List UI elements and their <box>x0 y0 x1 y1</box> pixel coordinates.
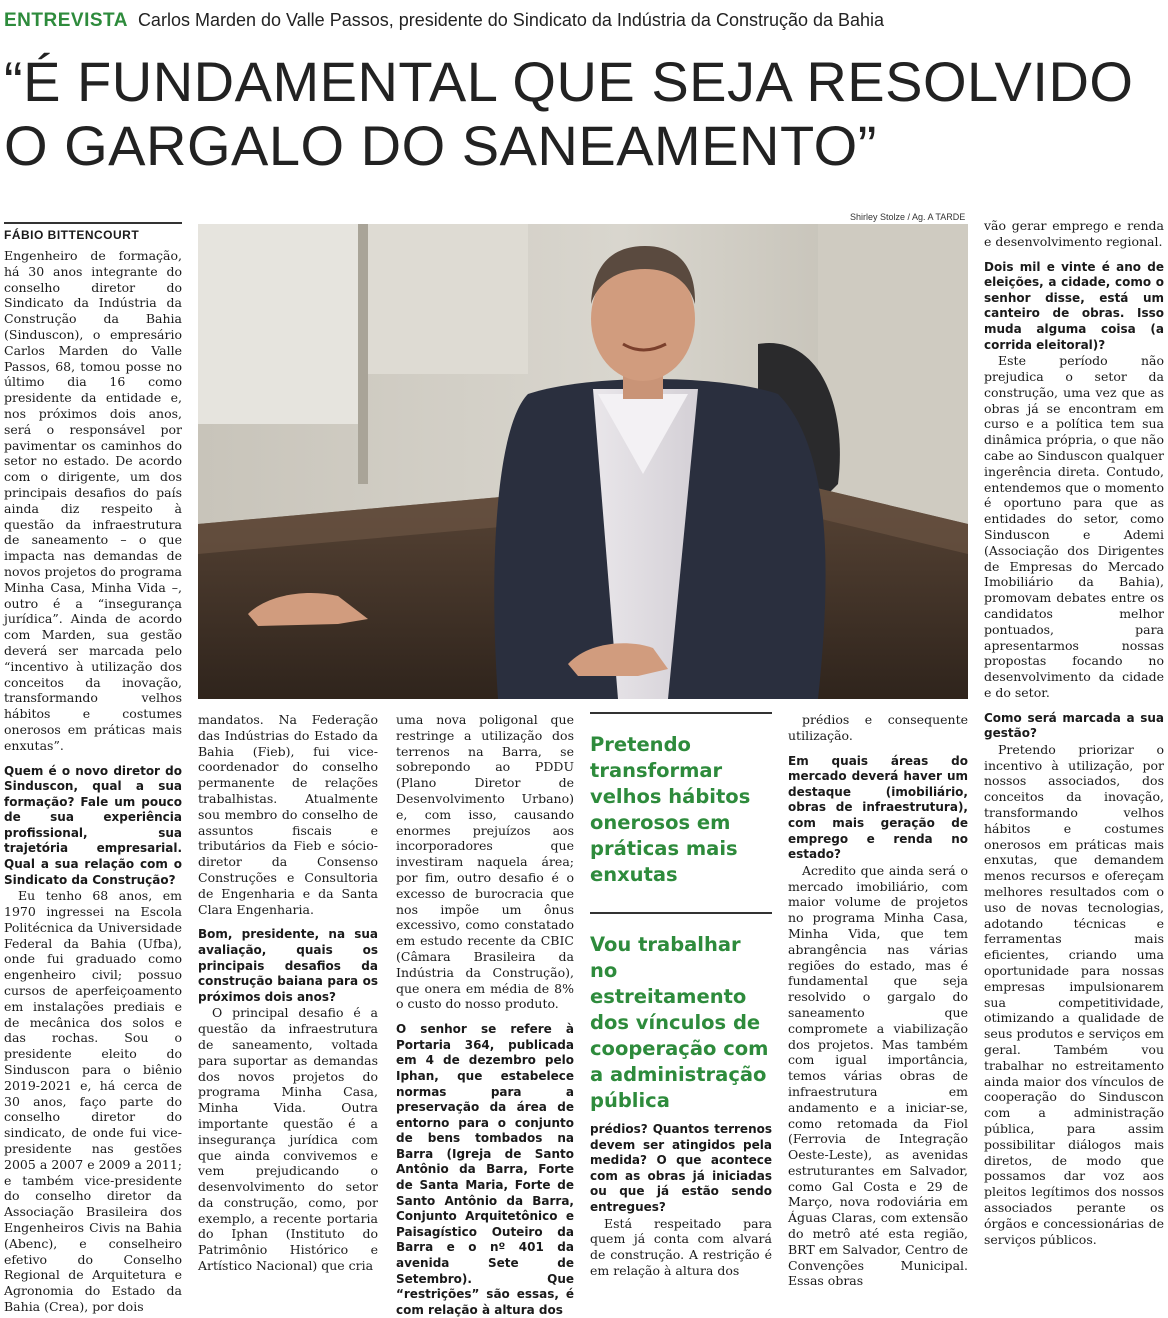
pull-quote-rule <box>590 712 772 714</box>
pull-quote-2: Vou trabalhar no estreitamento dos vínculos de cooperação com a administração pública <box>590 933 769 1112</box>
answer-3-continued: prédios e consequente utilização. <box>788 712 968 743</box>
question-1: Quem é o novo diretor do Sinduscon, qual a sua formação? Fale um pouco de sua experiência profissional, sua trajetória empresarial. Qual a sua relação com o Sindicato da Construção? <box>4 763 182 887</box>
answer-5: Este período não prejudica o setor da construção, uma vez que as obras já se encontram em curso e a política tem sua dinâmica própria, o que não cabe ao Sinduscon qualquer ingerência direta. Contudo, entendemos que o momento é oportuno para que as entidades do setor, como Sinduscon e Ademi (Associação dos Dirigentes de Empresas do Mercado Imobiliário da Bahia), promovam debates entre os candidatos melhor pontuados, para apresentarmos nossas propostas focando no desenvolvimento da cidade e do setor. <box>984 353 1164 700</box>
question-2: Bom, presidente, na sua avaliação, quais os principais desafios da construção baiana para os próximos dois anos? <box>198 927 378 1004</box>
interviewee-photo <box>198 224 968 699</box>
answer-2-continued: uma nova poligonal que restringe a utilização dos terrenos na Barra, se sobrepondo ao PDDU (Plano Diretor de Desenvolvimento Urbano) e, com isso, causando enormes prejuízos aos incorporadores que investiram naquela área; por fim, outro desafio é o excesso de burocracia que nos impõe um ônus excessivo, como constatado em estudo recente da CBIC (Câmara Brasileira da Indústria da Construção), que onera em média de 8% o custo do nosso produto. <box>396 712 574 1012</box>
column-3 <box>396 712 574 1318</box>
answer-6: Pretendo priorizar o incentivo à utilização, por nossos associados, dos conceitos da inovação, transformando velhos hábitos e costumes onerosos em práticas mais enxutas, que demandem menos recursos e ofereçam melhores resultados com o uso de novas tecnologias, adotando técnicas e ferramentas mais eficientes, criando uma oportunidade para nossas empresas impulsionarem sua competitividade, otimizando a qualidade de seus produtos e serviços em geral. Também vou trabalhar no estreitamento ainda maior dos vínculos de cooperação do Sinduscon com a administração pública, para assim possibilitar diálogos mais diretos, de modo que possamos dar voz aos pleitos legítimos dos nossos associados perante os órgãos e concessionárias de serviços públicos. <box>984 741 1164 1247</box>
answer-3: Está respeitado para quem já conta com alvará de construção. A restrição é em relação à altura dos <box>590 1215 772 1278</box>
question-4: Em quais áreas do mercado deverá haver um destaque (imobiliário, obras de infraestrutura), com mais geração de emprego e renda no estado? <box>788 753 968 862</box>
pull-quote-1: Pretendo transformar velhos hábitos onerosos em práticas mais enxutas <box>590 733 751 886</box>
intro-paragraph: Engenheiro de formação, há 30 anos integrante do conselho diretor do Sindicato da Indústria da Construção da Bahia (Sinduscon), o empresário Carlos Marden do Valle Passos, 68, tomou posse no último dia 16 como presidente da entidade e, nos próximos dois anos, será o responsável por pavimentar os caminhos do setor no estado. De acordo com o dirigente, um dos principais desafios do país ainda diz respeito à questão da infraestrutura de saneamento – o que impacta nas demandas de novos projetos do programa Minha Casa, Minha Vida –, outro é a “insegurança jurídica”. Ainda de acordo com Marden, sua gestão deverá ser marcada pelo “incentivo à utilização dos conceitos da inovação, transformando velhos hábitos e costumes onerosos em práticas mais enxutas”. <box>4 248 183 753</box>
pull-quote-rule <box>590 912 772 914</box>
photo-credit: Shirley Stolze / Ag. A TARDE <box>850 212 966 222</box>
section-header <box>4 10 1164 40</box>
column-6 <box>984 218 1164 1247</box>
section-kicker: ENTREVISTA <box>4 10 128 31</box>
answer-1: Eu tenho 68 anos, em 1970 ingressei na Escola Politécnica da Universidade Federal da Bahia (Ufba), onde fui graduado como engenheiro civil; possuo cursos de aperfeiçoamento em instalações prediais e de mecânica dos solos e das rochas. Sou o presidente eleito do Sinduscon para o biênio 2019-2021 e, há cerca de 30 anos, faço parte do conselho diretor do sindicato, de onde fui vice-presidente nas gestões 2005 a 2007 e 2009 a 2011; e também vice-presidente do conselho diretor da Associação Brasileira dos Engenheiros Civis na Bahia (Abenc), e conselheiro efetivo do Conselho Regional de Arquitetura e Agronomia do Estado da Bahia (Crea), por dois <box>4 888 182 1314</box>
answer-2: O principal desafio é a questão da infraestrutura de saneamento, voltada para suportar as demandas dos novos projetos do programa Minha Casa, Minha Vida. Outra importante questão é a insegurança jurídica com que ainda convivemos e vem prejudicando o desenvolvimento do setor da construção, como, por exemplo, a recente portaria do Iphan (Instituto do Patrimônio Histórico e Artístico Nacional) que cria <box>198 1005 378 1274</box>
question-3: O senhor se refere à Portaria 364, publicada em 4 de dezembro pelo Iphan, que estabelece normas para a preservação da área de entorno para o conjunto de bens tombados na Barra (Igreja de Santo Antônio da Barra, Forte de Santa Maria, Forte de Santo Antônio da Barra, Conjunto Arquitetônico e Paisagístico Outeiro da Barra e o nº 401 da avenida Sete de Setembro). Que “restrições” são essas, é com relação à altura dos <box>396 1022 574 1317</box>
byline: FÁBIO BITTENCOURT <box>4 228 140 242</box>
answer-4: Acredito que ainda será o mercado imobiliário, com maior volume de projetos no programa Minha Casa, Minha Vida, que tem abrangência nas várias regiões do estado, mas é fundamental que seja resolvido o gargalo do saneamento que compromete a viabilização dos projetos. Mas também com igual importância, temos várias obras de infraestrutura em andamento e a iniciar-se, como retomada da Fiol (Ferrovia de Integração Oeste-Leste), as avenidas estruturantes em Salvador, como Gal Costa e 29 de Março, nova rodoviária em Águas Claras, com extensão do metrô até esta região, BRT em Salvador, Centro de Convenções Municipal. Essas obras <box>788 862 968 1289</box>
column-1 <box>4 248 182 1315</box>
answer-1-continued: mandatos. Na Federação das Indústrias do Estado da Bahia (Fieb), fui vice-coordenador do conselho permanente de relações trabalhistas. Atualmente sou membro do conselho de assuntos fiscais e tributários da Fieb e sócio-diretor da Consenso Construções e Consultoria de Engenharia e da Santa Clara Engenharia. <box>198 712 378 917</box>
pull-quotes <box>590 712 772 1138</box>
headline-line-1: “É FUNDAMENTAL QUE SEJA RESOLVIDO <box>4 50 1134 113</box>
photo-illustration <box>198 224 968 699</box>
question-3-continued: prédios? Quantos terrenos devem ser atingidos pela medida? O que acontece com as obras já iniciadas ou que já estão sendo entregues? <box>590 1122 772 1214</box>
column-5 <box>788 712 968 1289</box>
column-4 <box>590 1122 772 1279</box>
column-2 <box>198 712 378 1274</box>
answer-4-continued: vão gerar emprego e renda e desenvolvimento regional. <box>984 218 1164 249</box>
byline-rule <box>4 222 182 224</box>
page-headline <box>4 50 1164 178</box>
question-6: Como será marcada a sua gestão? <box>984 710 1164 741</box>
interviewee-subtitle: Carlos Marden do Valle Passos, presidente do Sindicato da Indústria da Construção da Bahia <box>137 10 885 30</box>
question-5: Dois mil e vinte é ano de eleições, a cidade, como o senhor disse, está um canteiro de obras. Isso muda alguma coisa (a corrida eleitoral)? <box>984 259 1164 352</box>
headline-line-2: O GARGALO DO SANEAMENTO” <box>4 114 877 177</box>
